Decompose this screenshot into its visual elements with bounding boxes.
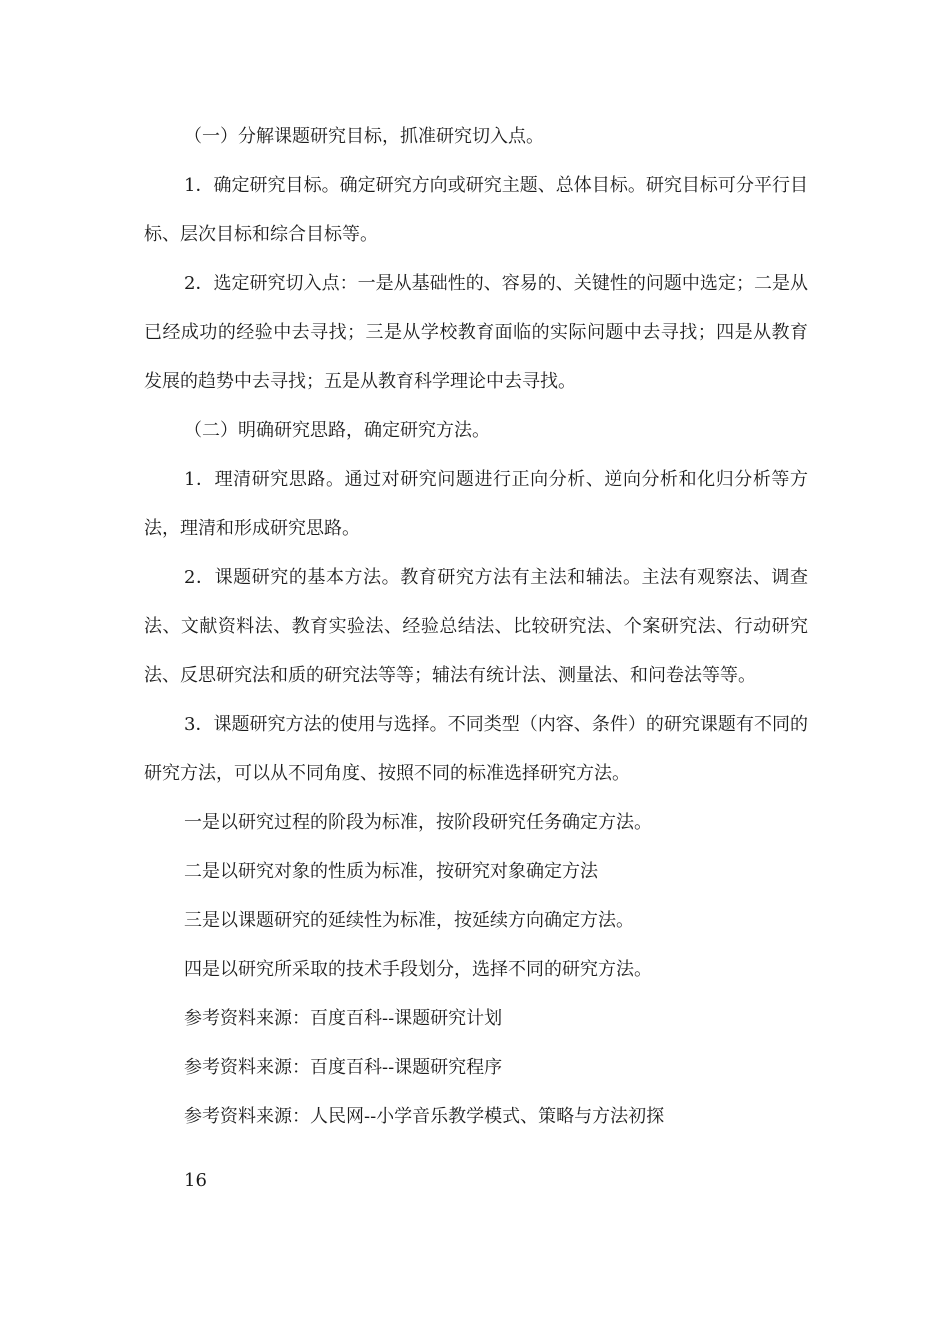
page-number: 16 — [184, 1170, 207, 1191]
paragraph-research-approach: 1．理清研究思路。通过对研究问题进行正向分析、逆向分析和化归分析等方法，理清和形成研究思路。 — [144, 469, 808, 539]
paragraph-basic-methods: 2．课题研究的基本方法。教育研究方法有主法和辅法。主法有观察法、调查法、文献资料法、教育实验法、经验总结法、比较研究法、个案研究法、行动研究法、反思研究法和质的研究法等等；辅法有统计法、测量法、和问卷法等等。 — [144, 567, 808, 686]
paragraph-selection-criterion-3: 三是以课题研究的延续性为标准，按延续方向确定方法。 — [184, 910, 634, 931]
paragraph-selection-criterion-1: 一是以研究过程的阶段为标准，按阶段研究任务确定方法。 — [184, 812, 652, 833]
reference-source-1: 参考资料来源：百度百科--课题研究计划 — [184, 1008, 503, 1029]
section-heading-2: （二）明确研究思路，确定研究方法。 — [184, 420, 490, 441]
paragraph-method-selection: 3．课题研究方法的使用与选择。不同类型（内容、条件）的研究课题有不同的研究方法，可以从不同角度、按照不同的标准选择研究方法。 — [144, 714, 808, 784]
reference-source-2: 参考资料来源：百度百科--课题研究程序 — [184, 1057, 503, 1078]
paragraph-entry-point: 2．选定研究切入点：一是从基础性的、容易的、关键性的问题中选定；二是从已经成功的经验中去寻找；三是从学校教育面临的实际问题中去寻找；四是从教育发展的趋势中去寻找；五是从教育科学理论中去寻找。 — [144, 273, 808, 392]
paragraph-research-goal: 1．确定研究目标。确定研究方向或研究主题、总体目标。研究目标可分平行目标、层次目标和综合目标等。 — [144, 175, 808, 245]
paragraph-selection-criterion-2: 二是以研究对象的性质为标准，按研究对象确定方法 — [184, 861, 598, 882]
document-body — [144, 112, 808, 1141]
reference-source-3: 参考资料来源：人民网--小学音乐教学模式、策略与方法初探 — [184, 1106, 665, 1127]
section-heading-1: （一）分解课题研究目标，抓准研究切入点。 — [184, 126, 544, 147]
paragraph-selection-criterion-4: 四是以研究所采取的技术手段划分，选择不同的研究方法。 — [184, 959, 652, 980]
